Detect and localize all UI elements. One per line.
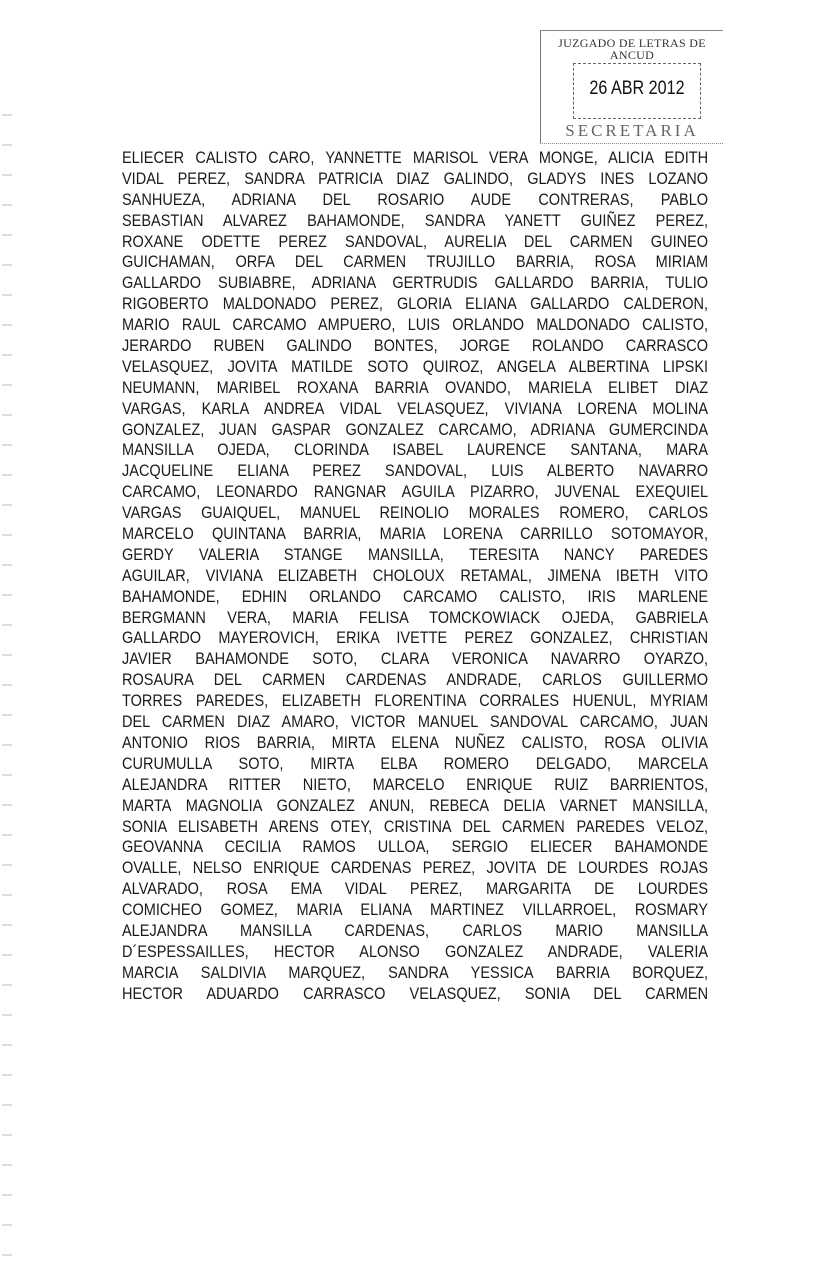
text-line: SONIA ELISABETH ARENS OTEY, CRISTINA DEL CARMEN PAREDES VELOZ,	[122, 817, 709, 836]
text-line: TORRES PAREDES, ELIZABETH FLORENTINA CORRALES HUENUL, MYRIAM	[122, 692, 709, 711]
stamp-court-name: JUZGADO DE LETRAS DE	[558, 36, 706, 50]
document-body	[122, 148, 708, 1005]
text-line: CARCAMO, LEONARDO RANGNAR AGUILA PIZARRO, JUVENAL EXEQUIEL	[122, 483, 709, 502]
text-line: ALEJANDRA RITTER NIETO, MARCELO ENRIQUE RUIZ BARRIENTOS,	[122, 775, 709, 794]
text-line: GALLARDO SUBIABRE, ADRIANA GERTRUDIS GALLARDO BARRIA, TULIO	[122, 274, 709, 293]
text-line: GUICHAMAN, ORFA DEL CARMEN TRUJILLO BARRIA, ROSA MIRIAM	[122, 253, 709, 272]
stamp-date: 26 ABR 2012	[589, 78, 685, 99]
text-line: VIDAL PEREZ, SANDRA PATRICIA DIAZ GALINDO, GLADYS INES LOZANO	[122, 169, 709, 188]
text-line: GEOVANNA CECILIA RAMOS ULLOA, SERGIO ELIECER BAHAMONDE	[122, 838, 709, 857]
text-line: VARGAS, KARLA ANDREA VIDAL VELASQUEZ, VIVIANA LORENA MOLINA	[122, 399, 709, 418]
text-line: AGUILAR, VIVIANA ELIZABETH CHOLOUX RETAMAL, JIMENA IBETH VITO	[122, 566, 709, 585]
text-line: VELASQUEZ, JOVITA MATILDE SOTO QUIROZ, ANGELA ALBERTINA LIPSKI	[122, 357, 709, 376]
stamp-date-box	[573, 63, 701, 119]
text-line: DEL CARMEN DIAZ AMARO, VICTOR MANUEL SANDOVAL CARCAMO, JUAN	[122, 713, 709, 732]
text-line: ANTONIO RIOS BARRIA, MIRTA ELENA NUÑEZ CALISTO, ROSA OLIVIA	[122, 733, 709, 752]
text-line: COMICHEO GOMEZ, MARIA ELIANA MARTINEZ VILLARROEL, ROSMARY	[122, 901, 709, 920]
text-line: BAHAMONDE, EDHIN ORLANDO CARCAMO CALISTO, IRIS MARLENE	[122, 587, 709, 606]
text-line: GONZALEZ, JUAN GASPAR GONZALEZ CARCAMO, ADRIANA GUMERCINDA	[122, 420, 709, 439]
text-line: MARCIA SALDIVIA MARQUEZ, SANDRA YESSICA BARRIA BORQUEZ,	[122, 963, 709, 982]
text-line: ELIECER CALISTO CARO, YANNETTE MARISOL VERA MONGE, ALICIA EDITH	[122, 149, 709, 167]
text-line: RIGOBERTO MALDONADO PEREZ, GLORIA ELIANA GALLARDO CALDERON,	[122, 295, 709, 314]
text-line: JAVIER BAHAMONDE SOTO, CLARA VERONICA NAVARRO OYARZO,	[122, 650, 709, 669]
text-line: MARCELO QUINTANA BARRIA, MARIA LORENA CARRILLO SOTOMAYOR,	[122, 525, 709, 544]
text-line: SANHUEZA, ADRIANA DEL ROSARIO AUDE CONTRERAS, PABLO	[122, 190, 709, 209]
text-line: ALVARADO, ROSA EMA VIDAL PEREZ, MARGARITA DE LOURDES	[122, 880, 709, 899]
text-line: SEBASTIAN ALVAREZ BAHAMONDE, SANDRA YANETT GUIÑEZ PEREZ,	[122, 211, 709, 230]
text-line: OVALLE, NELSO ENRIQUE CARDENAS PEREZ, JOVITA DE LOURDES ROJAS	[122, 859, 709, 878]
text-line: BERGMANN VERA, MARIA FELISA TOMCKOWIACK OJEDA, GABRIELA	[122, 608, 709, 627]
text-line: ROSAURA DEL CARMEN CARDENAS ANDRADE, CARLOS GUILLERMO	[122, 671, 709, 690]
stamp-office: SECRETARIA	[565, 121, 699, 140]
text-line: CURUMULLA SOTO, MIRTA ELBA ROMERO DELGADO, MARCELA	[122, 754, 709, 773]
text-line: MANSILLA OJEDA, CLORINDA ISABEL LAURENCE SANTANA, MARA	[122, 441, 709, 460]
text-line: JERARDO RUBEN GALINDO BONTES, JORGE ROLANDO CARRASCO	[122, 337, 709, 356]
text-line: MARIO RAUL CARCAMO AMPUERO, LUIS ORLANDO MALDONADO CALISTO,	[122, 316, 709, 335]
text-line: VARGAS GUAIQUEL, MANUEL REINOLIO MORALES ROMERO, CARLOS	[122, 504, 709, 523]
text-line: NEUMANN, MARIBEL ROXANA BARRIA OVANDO, MARIELA ELIBET DIAZ	[122, 378, 709, 397]
text-line: ALEJANDRA MANSILLA CARDENAS, CARLOS MARIO MANSILLA	[122, 921, 709, 940]
stamp-city: ANCUD	[609, 48, 655, 62]
court-stamp	[540, 30, 723, 144]
stamp-court	[541, 37, 723, 61]
text-line: JACQUELINE ELIANA PEREZ SANDOVAL, LUIS ALBERTO NAVARRO	[122, 462, 709, 481]
scan-edge-artifacts	[2, 100, 12, 1260]
text-line: D´ESPESSAILLES, HECTOR ALONSO GONZALEZ ANDRADE, VALERIA	[122, 942, 709, 961]
text-line: ROXANE ODETTE PEREZ SANDOVAL, AURELIA DEL CARMEN GUINEO	[122, 232, 709, 251]
text-line: GERDY VALERIA STANGE MANSILLA, TERESITA NANCY PAREDES	[122, 545, 709, 564]
text-line: MARTA MAGNOLIA GONZALEZ ANUN, REBECA DELIA VARNET MANSILLA,	[122, 796, 709, 815]
text-line: GALLARDO MAYEROVICH, ERIKA IVETTE PEREZ GONZALEZ, CHRISTIAN	[122, 629, 709, 648]
text-line: HECTOR ADUARDO CARRASCO VELASQUEZ, SONIA DEL CARMEN	[122, 984, 709, 1003]
